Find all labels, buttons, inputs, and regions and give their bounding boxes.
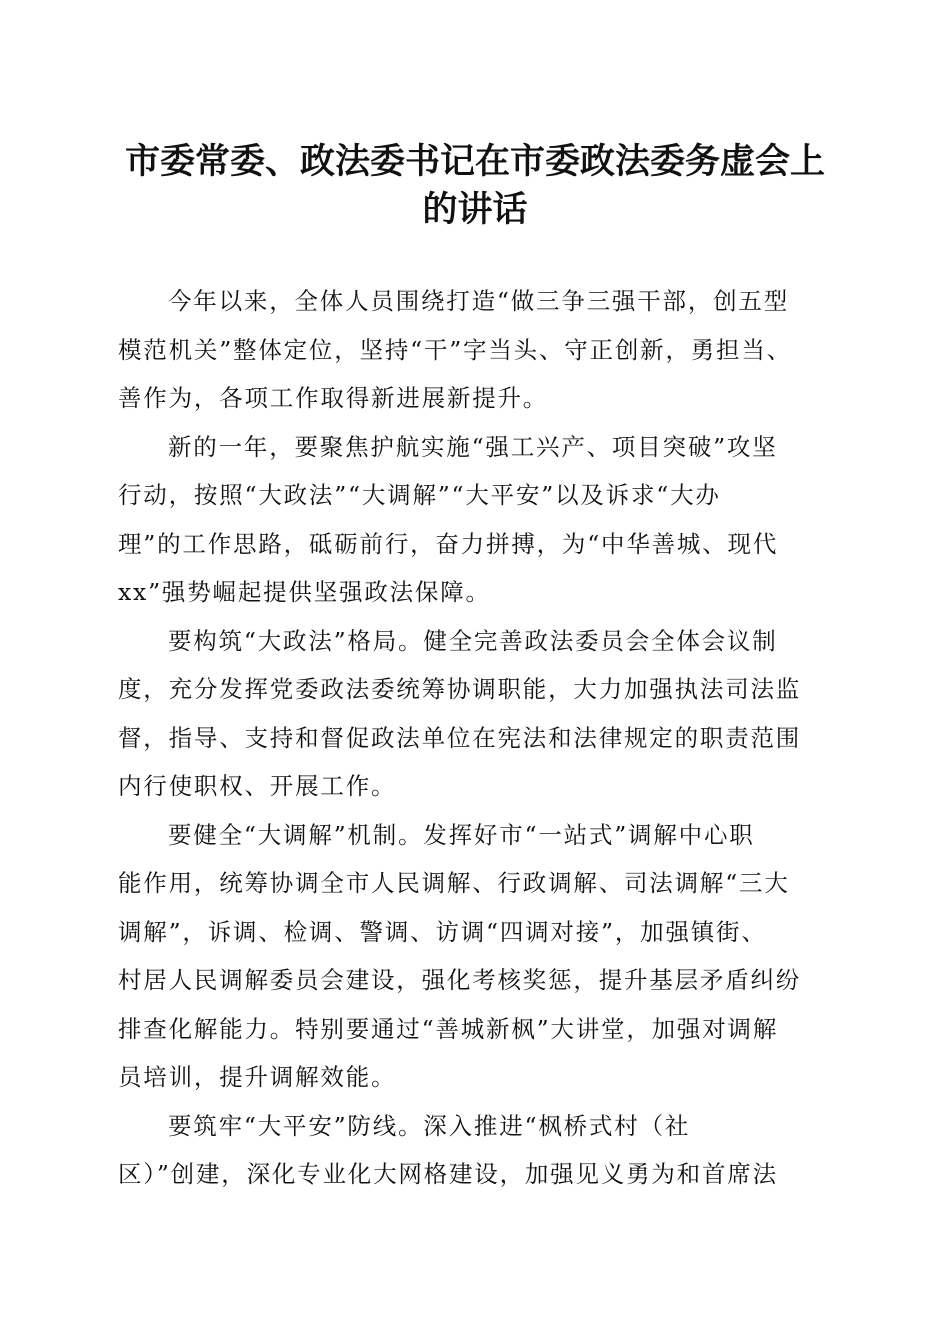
paragraph-2 (118, 423, 838, 617)
text-line: 要健全“大调解”机制。发挥好市“一站式”调解中心职 (168, 820, 755, 849)
paragraph-4 (118, 811, 838, 1102)
text-line: 排查化解能力。特别要通过“善城新枫”大讲堂，加强对调解 (118, 1014, 779, 1043)
text-line: 能作用，统筹协调全市人民调解、行政调解、司法调解“三大 (118, 869, 790, 897)
text-line: 要筑牢“大平安”防线。深入推进“枫桥式村（社 (168, 1111, 691, 1140)
text-line: 督，指导、支持和督促政法单位在宪法和法律规定的职责范围 (118, 723, 802, 752)
text-line: 新的一年，要聚焦护航实施“强工兴产、项目突破”攻坚 (168, 432, 778, 461)
paragraph-1 (118, 277, 838, 423)
text-line: xx”强势崛起提供坚强政法保障。 (118, 578, 491, 606)
document-title (95, 138, 855, 234)
text-line: 善作为，各项工作取得新进展新提升。 (118, 384, 549, 412)
text-line: 区）”创建，深化专业化大网格建设，加强见义勇为和首席法 (118, 1160, 778, 1188)
text-line: 调解”，诉调、检调、警调、访调“四调对接”，加强镇街、 (118, 917, 767, 946)
text-line: 内行使职权、开展工作。 (118, 772, 397, 800)
text-line: 模范机关”整体定位，坚持“干”字当头、守正创新，勇担当、 (118, 335, 792, 364)
text-line: 员培训，提升调解效能。 (118, 1063, 397, 1091)
paragraph-5 (118, 1102, 838, 1199)
text-line: 行动，按照“大政法”“大调解”“大平安”以及诉求“大办 (118, 481, 721, 509)
text-line: 今年以来，全体人员围绕打造“做三争三强干部，创五型 (168, 287, 790, 315)
text-line: 理”的工作思路，砥砺前行，奋力拼搏，为“中华善城、现代 (118, 529, 779, 558)
document-body (118, 277, 838, 1199)
text-line: 度，充分发挥党委政法委统筹协调职能，大力加强执法司法监 (118, 675, 802, 703)
paragraph-3 (118, 617, 838, 811)
title-line-2: 的讲话 (422, 190, 528, 230)
title-line-1: 市委常委、政法委书记在市委政法委务虚会上 (124, 142, 825, 182)
text-line: 村居人民调解委员会建设，强化考核奖惩，提升基层矛盾纠纷 (118, 966, 802, 994)
text-line: 要构筑“大政法”格局。健全完善政法委员会全体会议制 (168, 626, 778, 655)
